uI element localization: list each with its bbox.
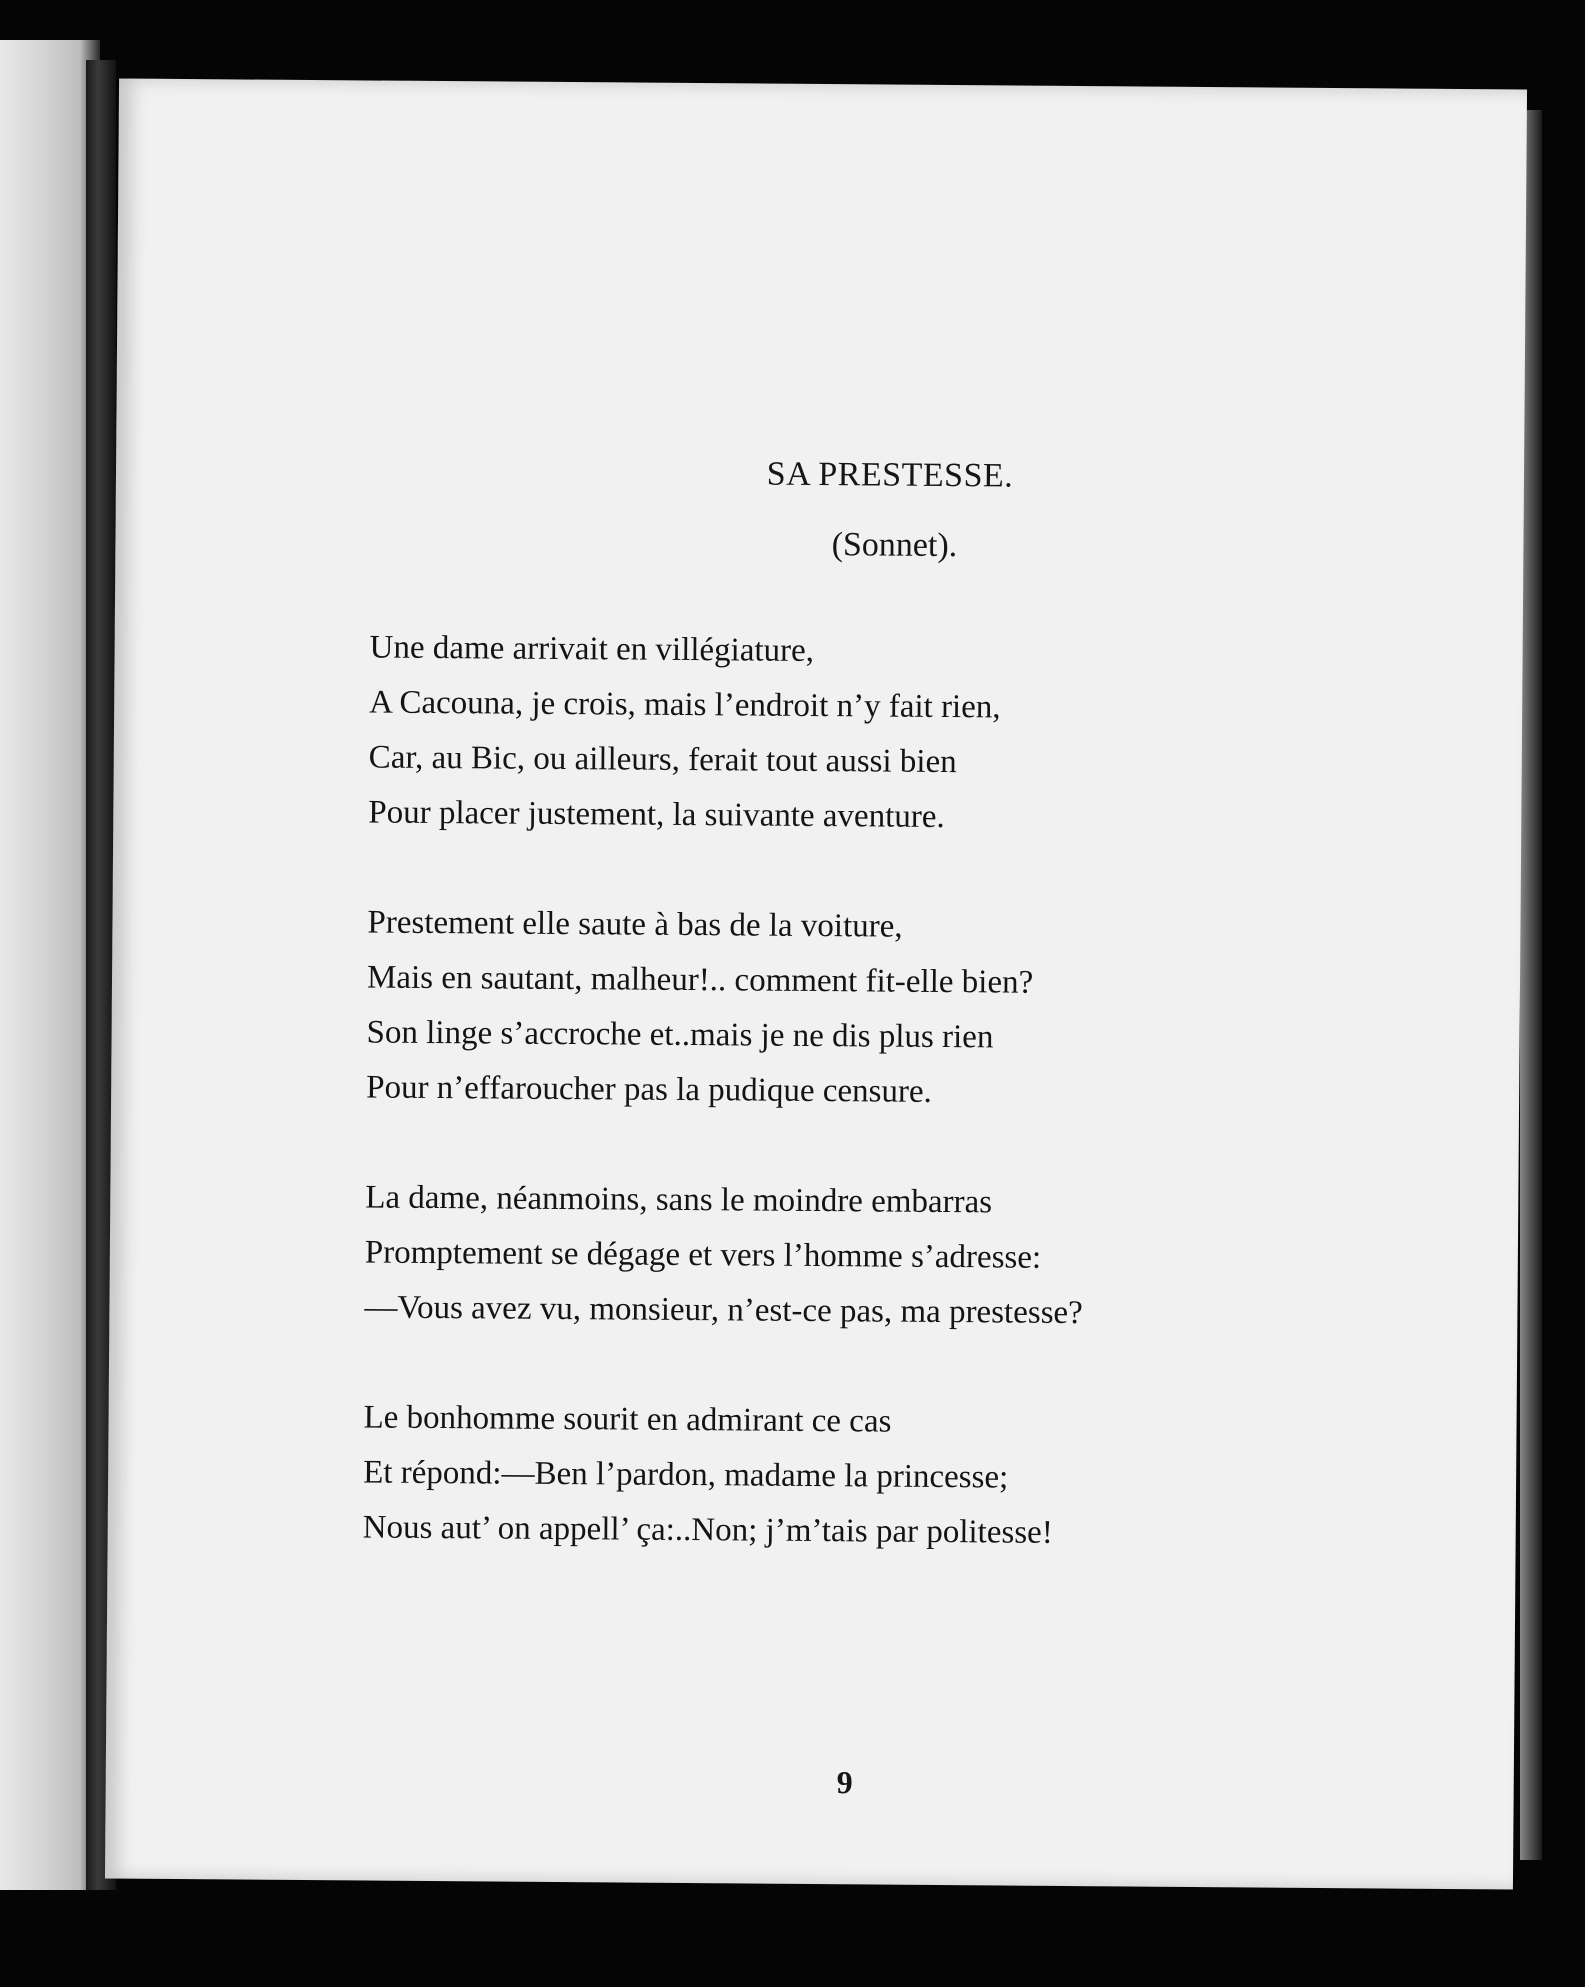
book-page xyxy=(105,78,1527,1889)
poem-line: Une dame arrivait en villégiature, xyxy=(369,629,815,669)
poem-line: Son linge s’accroche et..mais je ne dis plus rien xyxy=(366,1014,994,1056)
poem-line: Mais en sautant, malheur!.. comment fit-elle bien? xyxy=(366,959,1034,1001)
poem-subtitle: (Sonnet). xyxy=(831,526,958,565)
page-number: 9 xyxy=(836,1764,853,1801)
poem-title: SA PRESTESSE. xyxy=(766,455,1014,495)
poem-line: Car, au Bic, ou ailleurs, ferait tout aussi bien xyxy=(368,739,957,781)
poem-line: A Cacouna, je crois, mais l’endroit n’y fait rien, xyxy=(369,684,1001,726)
poem-line: Pour n’effaroucher pas la pudique censure. xyxy=(366,1069,932,1110)
facing-page-edge xyxy=(0,40,100,1890)
poem-line: —Vous avez vu, monsieur, n’est-ce pas, ma prestesse? xyxy=(364,1289,1083,1332)
stanza-1 xyxy=(368,620,1420,848)
poem-body xyxy=(362,620,1420,1618)
poem-line: Le bonhomme sourit en admirant ce cas xyxy=(363,1399,892,1440)
poem-line: Et répond:—Ben l’pardon, madame la princesse; xyxy=(363,1454,1009,1496)
stanza-2 xyxy=(366,895,1418,1123)
stanza-3 xyxy=(364,1170,1415,1343)
poem-line: Nous aut’ on appell’ ça:..Non; j’m’tais par politesse! xyxy=(362,1509,1053,1551)
stanza-4 xyxy=(362,1390,1413,1563)
poem-line: Promptement se dégage et vers l’homme s’adresse: xyxy=(364,1234,1042,1276)
poem-line: Pour placer justement, la suivante aventure. xyxy=(368,794,945,836)
poem-line: La dame, néanmoins, sans le moindre embarras xyxy=(365,1179,993,1221)
poem-line: Prestement elle saute à bas de la voiture, xyxy=(367,904,903,945)
